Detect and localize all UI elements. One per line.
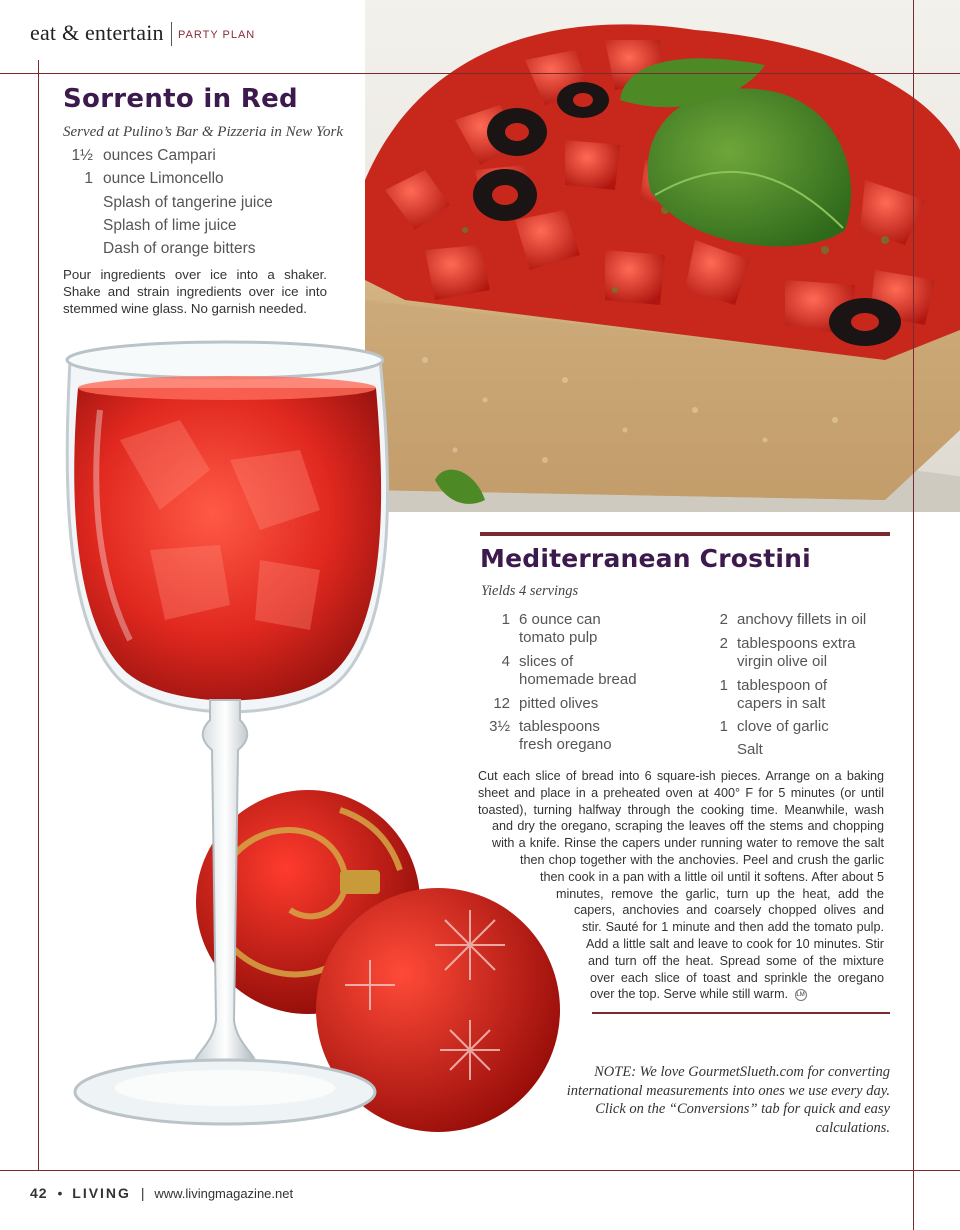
crostini-ingredient bbox=[480, 653, 637, 689]
ingredient-item: tablespoons fresh oregano bbox=[519, 718, 612, 753]
ingredient-qty bbox=[698, 741, 728, 759]
crostini-ingredient bbox=[480, 718, 612, 754]
ingredient-qty: 3½ bbox=[489, 718, 510, 735]
crostini-title-rule bbox=[480, 532, 890, 536]
ingredient-qty: 1 bbox=[84, 170, 93, 187]
footer-separator: | bbox=[140, 1185, 145, 1201]
crostini-ingredient bbox=[698, 677, 827, 713]
cocktail-ingredient bbox=[63, 170, 224, 188]
crostini-ingredient bbox=[480, 695, 598, 713]
ingredient-item: tablespoons extra virgin olive oil bbox=[737, 635, 856, 670]
crostini-ingredient bbox=[698, 718, 829, 736]
top-rule bbox=[0, 73, 960, 74]
ingredient-item: 6 ounce can tomato pulp bbox=[519, 611, 601, 646]
crostini-method bbox=[478, 768, 884, 1031]
ingredient-qty: 1 bbox=[501, 611, 510, 628]
footer-brand: LIVING bbox=[72, 1185, 131, 1201]
conversion-note: NOTE: We love GourmetSlueth.com for converting international measurements into ones we use every day. Click on the “Conversions” tab for quick and easy calculations. bbox=[566, 1064, 890, 1136]
cocktail-title: Sorrento in Red bbox=[63, 84, 298, 114]
left-rule bbox=[38, 60, 39, 1170]
crostini-method-text: Cut each slice of bread into 6 square-ish pieces. Arrange on a baking sheet and place in a preheated oven at 400° F for 5 minutes (or until toasted), turning halfway through the cooking time. Meanwhile, wash and dry the oregano, scraping the leaves off the stems and chopping with a knife. Rinse the capers under running water to remove the salt then chop together with the anchovies. Peel and crush the garlic then cook in a pan with a little oil until it softens. After about 5 minutes, remove the garlic, turn up the heat, add the capers, anchovies and coarsely chopped olives and stir. Sauté for 1 minute and then add the tomato pulp. Add a little salt and leave to cook for 10 minutes. Stir and turn off the heat. Spread some of the mixture over each slice of toast and sprinkle the oregano over the top. Serve while still warm. bbox=[478, 769, 884, 1002]
crostini-title: Mediterranean Crostini bbox=[480, 544, 811, 573]
crostini-ingredient bbox=[698, 611, 866, 629]
crostini-ingredient bbox=[480, 611, 601, 647]
end-mark-text: LM bbox=[796, 992, 805, 999]
ingredient-qty: 2 bbox=[719, 635, 728, 652]
ingredient-item: tablespoon of capers in salt bbox=[737, 677, 828, 712]
crostini-yields: Yields 4 servings bbox=[481, 583, 579, 599]
cocktail-ingredient bbox=[63, 240, 256, 258]
ingredient-item: pitted olives bbox=[519, 695, 599, 712]
footer-bullet: • bbox=[57, 1185, 63, 1201]
ingredient-item: anchovy fillets in oil bbox=[737, 611, 867, 628]
ingredient-item: Splash of lime juice bbox=[103, 217, 237, 234]
footer bbox=[30, 1185, 293, 1201]
crostini-ingredient bbox=[698, 635, 855, 671]
ingredient-item: Salt bbox=[737, 741, 763, 758]
ingredient-qty: 1 bbox=[719, 718, 728, 735]
ingredient-item: clove of garlic bbox=[737, 718, 829, 735]
cocktail-served-at: Served at Pulino’s Bar & Pizzeria in New York bbox=[63, 124, 344, 140]
ingredient-item: ounces Campari bbox=[103, 147, 216, 164]
bottom-rule bbox=[0, 1170, 960, 1171]
ingredient-item: slices of homemade bread bbox=[519, 653, 637, 688]
footer-url[interactable]: www.livingmagazine.net bbox=[154, 1186, 294, 1201]
end-mark-icon bbox=[795, 989, 807, 1001]
crostini-end-rule bbox=[592, 1012, 890, 1014]
cocktail-ingredient bbox=[63, 217, 237, 235]
ingredient-item: ounce Limoncello bbox=[103, 170, 224, 187]
crostini-ingredient bbox=[698, 741, 763, 759]
ingredient-item: Dash of orange bitters bbox=[103, 240, 256, 257]
cocktail-ingredient bbox=[63, 194, 273, 212]
ingredient-qty: 12 bbox=[493, 695, 510, 712]
ingredient-item: Splash of tangerine juice bbox=[103, 194, 273, 211]
ingredient-qty: 4 bbox=[501, 653, 510, 670]
ingredient-qty: 2 bbox=[719, 611, 728, 628]
cocktail-ingredient bbox=[63, 147, 216, 165]
section-subtitle: PARTY PLAN bbox=[178, 29, 256, 41]
page-number: 42 bbox=[30, 1185, 48, 1201]
right-rule bbox=[913, 0, 914, 1230]
cocktail-method: Pour ingredients over ice into a shaker. Shake and strain ingredients over ice into stemmed wine glass. No garnish needed. bbox=[63, 267, 327, 316]
ingredient-qty: 1 bbox=[719, 677, 728, 694]
section-title: eat & entertain bbox=[30, 20, 164, 45]
section-divider bbox=[171, 22, 172, 46]
ingredient-qty: 1½ bbox=[71, 147, 93, 164]
